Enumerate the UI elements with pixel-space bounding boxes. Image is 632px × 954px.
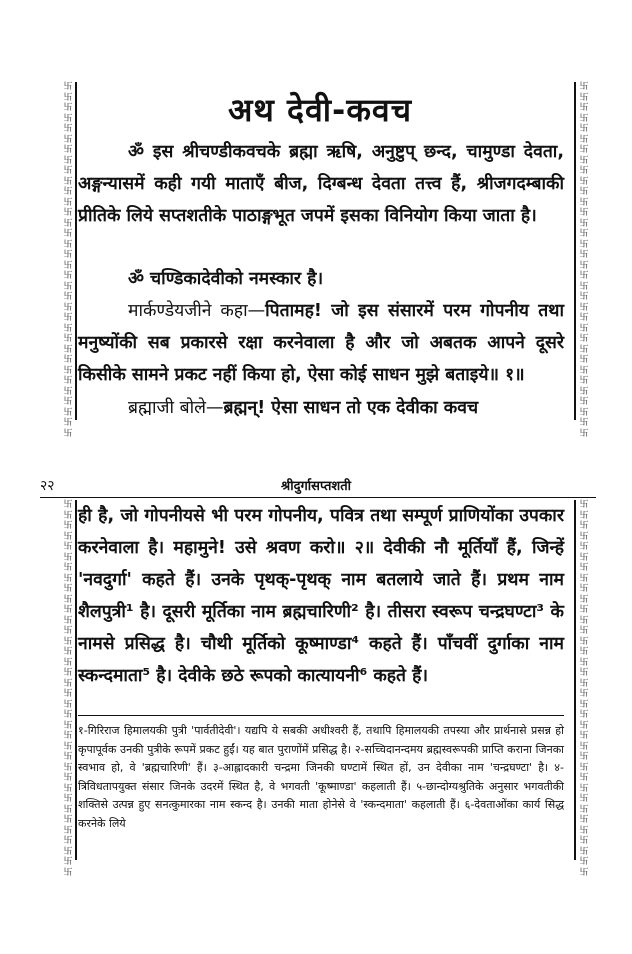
brahma-speaker: ब्रह्माजी बोले— [128,398,224,418]
border-ornament-right-bottom: 卐 卐 卐 卐 卐 卐 卐 卐 卐 卐 卐 卐 卐 卐 卐 卐 卐 卐 卐 卐 卐 卐 卐 卐 卐 卐 卐 卐 卐 卐 卐 卐 卐 卐 卐 卐 [579,500,589,878]
page-number: २२ [40,478,55,494]
footnote-divider [78,715,564,716]
brahma-text: ब्रह्मन्! ऐसा साधन तो एक देवीका कवच [223,398,479,418]
border-rule-left-bottom [75,500,77,860]
border-rule-right-bottom [574,500,576,860]
footnotes: १-गिरिराज हिमालयकी पुत्री 'पार्वतीदेवी'। यद्यपि ये सबकी अधीश्वरी हैं, तथापि हिमालयकी तपस्या और प्रार्थनासे प्रसन्न हो कृपापूर्वक उनकी पुत्रीके रूपमें प्रकट हुईं। यह बात पुराणोंमें प्रसिद्ध है। २-सच्चिदानन्दमय ब्रह्मस्वरूपकी प्राप्ति कराना जिनका स्वभाव हो, वे 'ब्रह्मचारिणी' हैं। ३-आह्लादकारी चन्द्रमा जिनकी घण्टामें स्थित हों, उन देवीका नाम 'चन्द्रघण्टा' है। ४-त्रिविधतापयुक्त संसार जिनके उदरमें स्थित है, वे भगवती 'कूष्माण्डा' कहलाती हैं। ५-छान्दोग्यश्रुतिके अनुसार भगवतीकी शक्तिसे उत्पन्न हुए सनत्कुमारका नाम स्कन्द है। उनकी माता होनेसे वे 'स्कन्दमाता' कहलाती हैं। ६-देवताओंका कार्य सिद्ध करनेके लिये [78,724,564,830]
border-ornament-left-bottom: 卐 卐 卐 卐 卐 卐 卐 卐 卐 卐 卐 卐 卐 卐 卐 卐 卐 卐 卐 卐 卐 卐 卐 卐 卐 卐 卐 卐 卐 卐 卐 卐 卐 卐 卐 卐 [63,500,73,878]
brahma-paragraph [78,392,564,424]
salutation-paragraph [78,263,564,295]
header-divider [40,497,596,498]
markandeya-speaker: मार्कण्डेयजीने कहा— [128,301,266,321]
border-ornament-left-top: 卐 卐 卐 卐 卐 卐 卐 卐 卐 卐 卐 卐 卐 卐 卐 卐 卐 卐 卐 卐 卐 卐 卐 卐 卐 卐 卐 卐 卐 卐 卐 卐 卐 卐 [63,82,73,439]
invocation-text: ॐ इस श्रीचण्डीकवचके ब्रह्मा ऋषि, अनुष्टुप् छन्द, चामुण्डा देवता, अङ्गन्यासमें कही गयी माताएँ बीज, दिग्बन्ध देवता तत्त्व हैं, श्रीजगदम्बाकी प्रीतिके लिये सप्तशतीके पाठाङ्गभूत जपमें इसका विनियोग किया जाता है। [78,142,564,226]
border-ornament-right-top: 卐 卐 卐 卐 卐 卐 卐 卐 卐 卐 卐 卐 卐 卐 卐 卐 卐 卐 卐 卐 卐 卐 卐 卐 卐 卐 卐 卐 卐 卐 卐 卐 卐 卐 [579,82,589,439]
invocation-paragraph [78,136,564,232]
kavach-continuation-paragraph [78,500,564,692]
border-rule-left-top [75,82,77,420]
page-title: अथ देवी-कवच [227,91,413,129]
salutation-text: ॐ चण्डिकादेवीको नमस्कार है। [128,269,324,289]
kavach-continuation-text: ही है, जो गोपनीयसे भी परम गोपनीय, पवित्र तथा सम्पूर्ण प्राणियोंका उपकार करनेवाला है। महामुने! उसे श्रवण करो॥ २॥ देवीकी नौ मूर्तियाँ हैं, जिन्हें 'नवदुर्गा' कहते हैं। उनके पृथक्-पृथक् नाम बतलाये जाते हैं। प्रथम नाम शैलपुत्री¹ है। दूसरी मूर्तिका नाम ब्रह्मचारिणी² है। तीसरा स्वरूप चन्द्रघण्टा³ के नामसे प्रसिद्ध है। चौथी मूर्तिको कूष्माण्डा⁴ कहते हैं। पाँचवीं दुर्गाका नाम स्कन्दमाता⁵ है। देवीके छठे रूपको कात्यायनी⁶ कहते हैं। [78,506,564,686]
markandeya-text: पितामह! जो इस संसारमें परम गोपनीय तथा मनुष्योंकी सब प्रकारसे रक्षा करनेवाला है और जो अबतक आपने दूसरे किसीके सामने प्रकट नहीं किया हो, ऐसा कोई साधन मुझे बताइये॥ १॥ [78,301,564,385]
running-head: श्रीदुर्गासप्तशती [281,479,351,494]
markandeya-paragraph [78,295,564,391]
border-rule-right-top [574,82,576,420]
